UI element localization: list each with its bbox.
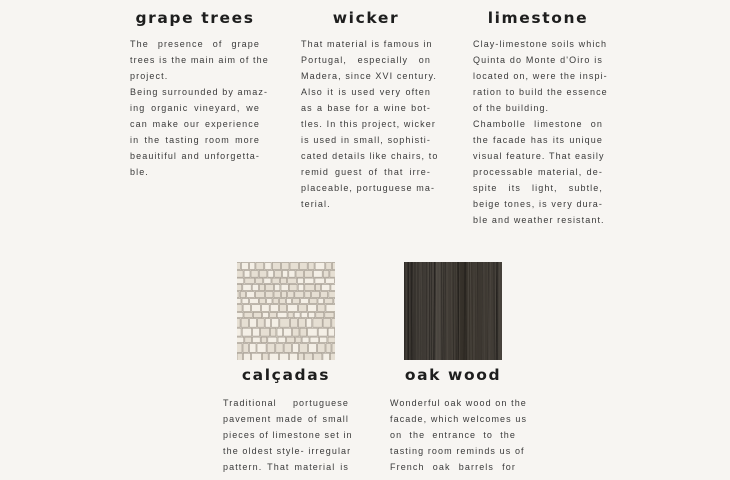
description-line: Wonderful oak wood on the <box>390 398 527 408</box>
description-line: remid guest of that irre- <box>301 167 431 177</box>
description-line: located on, were the inspi- <box>473 71 608 81</box>
description-line: the oldest style- irregular <box>223 446 352 456</box>
description-line: trees is the main aim of the <box>130 55 269 65</box>
description-line: pieces of limestone set in <box>223 430 353 440</box>
description-line: of the building. <box>473 103 550 113</box>
material-description <box>473 36 608 228</box>
description-line: ble and weather resistant. <box>473 215 605 225</box>
description-line: tles. In this project, wicker <box>301 119 436 129</box>
description-line: beauitiful and unforgetta- <box>130 151 260 161</box>
description-line: on the entrance to the <box>390 430 516 440</box>
description-line: project. <box>130 71 169 81</box>
oak-wood-swatch <box>404 262 502 360</box>
description-line: beige tones, is very dura- <box>473 199 603 209</box>
description-line: terial. <box>301 199 331 209</box>
description-line: the facade has its unique <box>473 135 603 145</box>
material-title: limestone <box>487 9 589 27</box>
material-description <box>301 36 439 212</box>
description-line: facade, which welcomes us <box>390 414 528 424</box>
description-line: in the tasting room more <box>130 135 260 145</box>
material-description <box>390 395 528 475</box>
material-card-grape-trees <box>130 7 269 180</box>
material-card-oak-wood <box>390 262 528 475</box>
description-line: spite its light, subtle, <box>473 183 603 193</box>
description-line: Being surrounded by amaz- <box>130 87 269 97</box>
description-line: Portugal, especially on <box>301 55 431 65</box>
description-line: Quinta do Monte d'Oiro is <box>473 55 603 65</box>
description-line: visual feature. That easily <box>473 151 605 161</box>
material-title: calçadas <box>241 366 331 384</box>
material-title: wicker <box>332 9 400 27</box>
description-line: Clay-limestone soils which <box>473 39 608 49</box>
description-line: pavement made of small <box>223 414 349 424</box>
description-line: pattern. That material is <box>223 462 349 472</box>
description-line: Madera, since XVI century. <box>301 71 437 81</box>
description-line: tasting room reminds us of <box>390 446 525 456</box>
description-line: Chambolle limestone on <box>473 119 603 129</box>
description-line: Also it is used very often <box>301 87 431 97</box>
material-title: grape trees <box>135 9 255 27</box>
material-description <box>223 395 353 475</box>
description-line: Traditional portuguese <box>223 398 349 408</box>
description-line: can make our experience <box>130 119 260 129</box>
material-title: oak wood <box>404 366 502 384</box>
description-line: cated details like chairs, to <box>301 151 439 161</box>
description-line: French oak barrels for <box>390 462 516 472</box>
description-line: ing organic vineyard, we <box>130 103 260 113</box>
description-line: That material is famous in <box>301 39 433 49</box>
description-line: processable material, de- <box>473 167 603 177</box>
description-line: is used in small, sophisti- <box>301 135 431 145</box>
description-line: placeable, portuguese ma- <box>301 183 436 193</box>
description-line: ration to build the essence <box>473 87 608 97</box>
description-line: The presence of grape <box>130 39 260 49</box>
material-card-limestone <box>473 7 608 228</box>
material-card-wicker <box>301 7 439 212</box>
description-line: ble. <box>130 167 149 177</box>
material-card-calcadas <box>223 262 353 475</box>
material-description <box>130 36 269 180</box>
description-line: as a base for a wine bot- <box>301 103 431 113</box>
limestone-mosaic-swatch <box>237 262 335 360</box>
